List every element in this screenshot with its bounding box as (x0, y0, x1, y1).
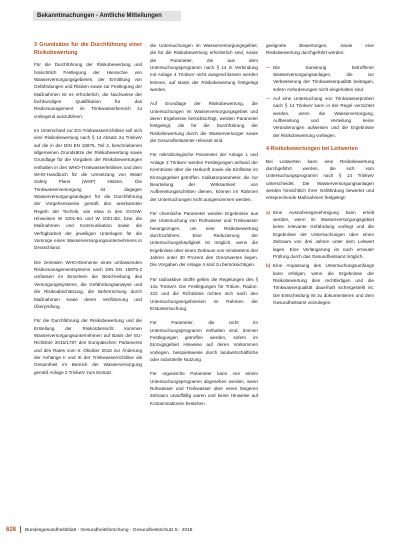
page-number: 628 (6, 527, 17, 533)
list-item-text: Eine Ausnahmegenehmigung kann erteilt werden, wenn im Wasserversorgungsgebiet keine relevante Gefährdung vorliegt und die Ergebnisse der Untersuchungen über einen Zeitraum von drei Jahren unter dem Leitwert lagen. Eine Verlängerung ist nach erneuter Prüfung durch das Gesundheitsamt möglich. (273, 209, 374, 259)
paragraph: Für die Durchführung der Risikobewertung und die Erstellung der Risikoübersicht kommen Wasserversorgungsunternehmen auf Basis der EU-Richtlinie 2015/1787 des Europäischen Parlaments und des Rates vom 6. Oktober 2015 zur Änderung der Anhänge II und III der Trinkwasserrichtlinie als Gesamtheit im Bereich der Wasserversorgung gemäß Anlage 2 TrinkwV zum Einsatz. (34, 318, 142, 375)
letter-marker: a) (266, 209, 271, 215)
paragraph: Für mikrobiologische Parameter der Anlage 1 und Anlage 3 TrinkwV werden Festlegungen anhand der Kenntnisse über die Herkunft sowie die Einflüsse im Einzugsgebiet getroffen. Indikatorparameter, die zur Beurteilung der Wirksamkeit von Aufbereitungsschritten dienen, können im Rahmen der Untersuchungen nicht ausgenommen werden. (150, 152, 258, 202)
paragraph: Für chemische Parameter werden Ergebnisse aus der Untersuchung von Rohwasser und Trinkwasser herangezogen, um eine Risikobewertung durchzuführen. Eine Reduzierung der Untersuchungshäufigkeit ist möglich, wenn die Ergebnisse über einen Zeitraum von mindestens drei Jahren unter 30 Prozent des Grenzwertes liegen. Die Vorgaben der Anlage 4 sind zu berücksichtigen. (150, 210, 258, 268)
paragraph: Auf Grundlage der Risikobewertung, die Untersuchungen im Wasserversorgungsgebiet und deren Ergebnisse berücksichtigt, werden Parameter festgelegt, die für die Durchführung der Risikobewertung durch die Wasserversorger sowie die Gesundheitsämter relevant sind. (150, 101, 258, 144)
paragraph: Bei Leitwerten kann eine Risikobewertung durchgeführt werden, die sich vom Untersuchungsprogramm nach § 14 TrinkwV unterscheidet. Die Wasserversorgungsanlagen werden hinsichtlich ihrer Gefährdung bewertet und entsprechende Maßnahmen festgelegt: (266, 158, 374, 201)
bullet-list (266, 64, 374, 139)
paragraph: Für die Durchführung der Risikobewertung und hinsichtlich Festlegung der Hierarchie von Wasserversorgungsgebieten, der Ermittlung von Gefährdungen und Risiken sowie zur Festlegung der Maßnahmen ist es erforderlich, die Nachweise der fachkundigen Qualifikation für das Risikomanagement im Trinkwasserbereich zu vorliegend auszuführen. (34, 62, 142, 119)
list-item (266, 64, 374, 93)
journal-citation: Bundesgesundheitsblatt - Gesundheitsforschung - Gesundheitsschutz 5 · 2018 (25, 528, 193, 533)
dash-marker: — (266, 64, 271, 70)
section-rubric: Bekanntmachungen - Amtliche Mitteilungen (33, 11, 181, 21)
paragraph: die Untersuchungen im Wasserversorgungsgebiet, die für die Risikobewertung erforderlich sind, sowie die Parameter, die aus dem Untersuchungsprogramm nach § 14 in Verbindung mit Anlage 4 TrinkwV nicht ausgeschlossen werden können, auf Basis der Risikobewertung festgelegt werden. (150, 43, 258, 93)
page-footer (6, 526, 406, 534)
paragraph: Im Unterschied zur EG-Trinkwasserrichtlinie soll sich eine Risikobewertung nach § 14 Absatz 2a TrinkwV auf die in der DIN EN 15975, Teil 2, beschriebenen allgemeinen Grundsätze der Risikobewertung sowie Grundlage für die Vorgaben der Risikobewertungen enthalten in den WHO-Trinkwasserleitlinien und dem WHO-Handbuch für die Umsetzung von Water Safety Plans (WSP) stützen. Die Trinkwasserversorgung ist dagegen Wasserversorgungsanlagen für die Durchführung der Vorgehensweise gemäß den anerkannten Regeln der Technik, wie etwa in den DVGW-Hinweisen W 1001-B1 und W 1001-B2, bzw. die Maßnahmen und Kommunikation sowie die Verfügbarkeit der jeweiligen Unterlagen für die Vorsorge eines Wasserversorgungsunternehmens in Deutschland. (34, 127, 142, 251)
list-item-text: Die Sanierung betroffener Wasserversorgungsanlagen, die zur Verbesserung der Trinkwasserqualität beitragen, sofern Anforderungen nicht eingehalten sind. (273, 64, 374, 92)
paragraph: Für radioaktive Stoffe gelten die Regelungen des § 14a TrinkwV. Die Festlegungen für Tritium, Radon-222 und die Richtdosis richten sich nach den Untersuchungsergebnissen im Rahmen der Erstuntersuchung. (150, 276, 258, 311)
section-heading-3: 3 Grundsätze für die Durchführung einer Risikobewertung (34, 42, 142, 56)
list-item (266, 262, 374, 306)
dash-marker: — (266, 96, 271, 102)
list-item (266, 209, 374, 260)
list-item-text: Eine Anpassung des Untersuchungsumfangs kann erfolgen, wenn die Ergebnisse der Risikobewertung dies rechtfertigen und die Trinkwasserqualität dauerhaft sichergestellt ist. Die Entscheidung ist zu dokumentieren und dem Gesundheitsamt vorzulegen. (273, 263, 374, 305)
paragraph: Für organische Parameter kann von einem Untersuchungsprogramm abgesehen werden, wenn Rohwasser und Trinkwasser über einen längeren Zeitraum unauffällig waren und keine Hinweise auf Kontaminationen bestehen. (150, 371, 258, 406)
section-heading-4: 4 Risikobewertungen bei Leitwerten (266, 146, 358, 153)
paragraph: Die zentralen WHO-Elemente eines umfassenden Risikomanagementsystems nach DIN EN 15975-2 umfassen im Einzelnen die Beschreibung des Versorgungssystems, die Gefährdungsanalyse und die Risikoabschätzung, die Beherrschung durch Maßnahmen sowie deren Verifizierung und Überprüfung. (34, 259, 142, 309)
column-2 (150, 42, 258, 522)
column-1 (34, 42, 142, 522)
column-3 (266, 42, 374, 522)
list-item-text: Auf eine Untersuchung von Trinkwasserproben nach § 14 TrinkwV kann in der Regel verzichtet werden, wenn die Wasserversorgung, Aufbereitung und Verteilung keine Veränderungen aufweisen und die Ergebnisse der Risikobewertung vorliegen. (273, 96, 374, 138)
list-item (266, 95, 374, 139)
paragraph: Für Parameter, die nicht im Untersuchungsprogramm enthalten sind, können Festlegungen getroffen werden, sofern im Einzugsgebiet Hinweise auf deren Vorkommen vorliegen, beispielsweise durch landwirtschaftliche oder industrielle Nutzung. (150, 320, 258, 363)
letter-marker: b) (266, 263, 271, 269)
lettered-list (266, 209, 374, 306)
paragraph: geeignete Bewertungen, sowie eine Risikobewertung durchgeführt werden. (266, 43, 374, 56)
footer-divider (20, 526, 21, 533)
